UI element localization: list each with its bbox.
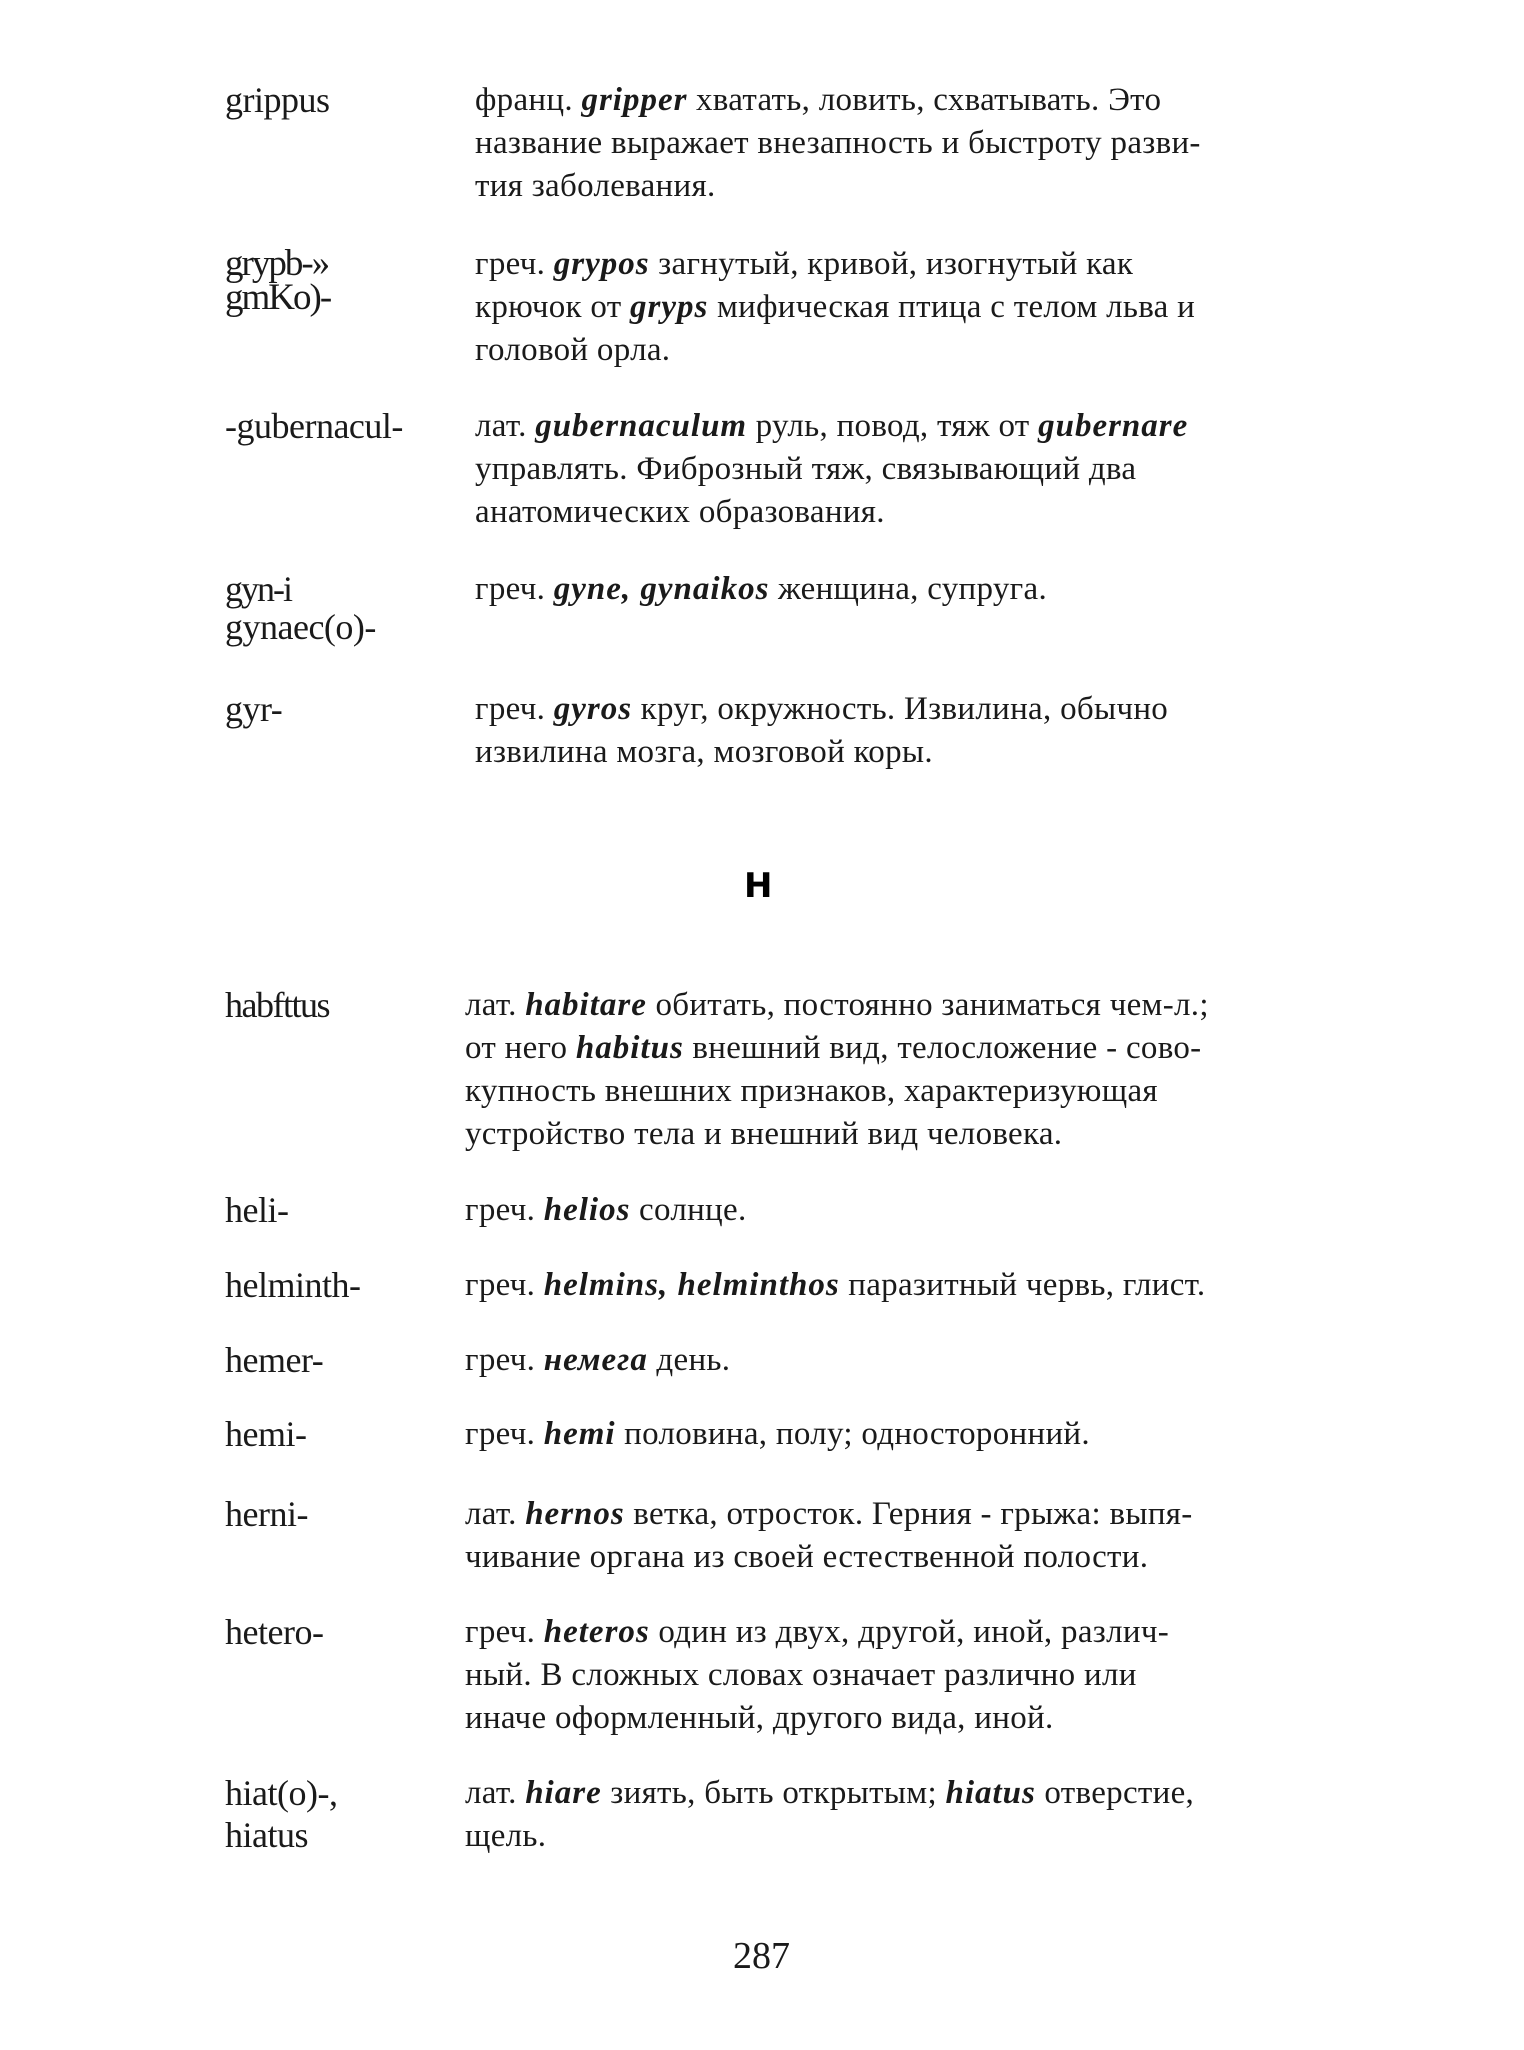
- definition-keyword: hiare: [525, 1775, 602, 1811]
- definition-keyword: heteros: [543, 1614, 650, 1650]
- definition-text: ветка, отросток. Герния - грыжа: выпя-: [624, 1496, 1193, 1532]
- definition-line: [465, 1264, 1205, 1307]
- definition-text: лат.: [465, 1496, 526, 1532]
- entry-definition: [475, 79, 1201, 208]
- definition-line: [465, 1339, 730, 1382]
- definition-line: тия заболевания.: [475, 168, 716, 204]
- definition-line: извилина мозга, мозговой коры.: [475, 734, 933, 770]
- entry-definition: [475, 688, 1168, 774]
- definition-line: чивание органа из своей естественной полости.: [465, 1539, 1149, 1575]
- entry-definition: [465, 1611, 1169, 1740]
- definition-text: руль, повод, тяж от: [747, 408, 1039, 444]
- definition-text: греч.: [475, 246, 554, 282]
- definition-text: крючок от: [475, 289, 631, 325]
- definition-line: [465, 1493, 1193, 1536]
- entry-term: habfttus: [225, 985, 329, 1025]
- definition-text: греч.: [465, 1614, 544, 1650]
- definition-line: [465, 1027, 1209, 1070]
- definition-line: [475, 243, 1195, 286]
- entry-term: herni-: [225, 1494, 308, 1534]
- definition-keyword: немега: [543, 1342, 648, 1378]
- definition-keyword: hernos: [525, 1496, 625, 1532]
- definition-text: франц.: [475, 82, 582, 118]
- definition-keyword: gryps: [630, 289, 709, 325]
- definition-line: щель.: [465, 1818, 547, 1854]
- definition-keyword: gubernaculum: [535, 408, 748, 444]
- definition-text: загнутый, кривой, изогнутый как: [649, 246, 1134, 282]
- section-letter-heading: H: [744, 866, 773, 906]
- definition-text: лат.: [465, 987, 526, 1023]
- definition-text: лат.: [465, 1775, 526, 1811]
- definition-line: название выражает внезапность и быстроту разви-: [475, 125, 1201, 161]
- definition-line: [465, 1413, 1090, 1456]
- entry-definition: [475, 568, 1047, 611]
- entry-term: heli-: [225, 1190, 289, 1230]
- entry-term: hetero-: [225, 1612, 324, 1652]
- entry-definition: [465, 1772, 1194, 1858]
- entry-term: grypb-» gmKo)-: [225, 243, 331, 318]
- definition-keyword: hiatus: [945, 1775, 1036, 1811]
- definition-text: греч.: [475, 691, 554, 727]
- definition-text: греч.: [475, 571, 554, 607]
- definition-line: [465, 1611, 1169, 1654]
- definition-text: лат.: [475, 408, 536, 444]
- entry-term: helminth-: [225, 1265, 361, 1305]
- definition-line: [475, 568, 1047, 611]
- definition-text: обитать, постоянно заниматься чем-л.;: [646, 987, 1209, 1023]
- definition-line: иначе оформленный, другого вида, иной.: [465, 1700, 1054, 1736]
- definition-keyword: habitus: [575, 1030, 684, 1066]
- definition-line: купность внешних признаков, характеризующая: [465, 1073, 1158, 1109]
- entry-term: hiat(o)-, hiatus: [225, 1773, 338, 1855]
- definition-text: круг, окружность. Извилина, обычно: [632, 691, 1169, 727]
- definition-line: [475, 286, 1195, 329]
- definition-line: [475, 79, 1201, 122]
- definition-keyword: gubernare: [1038, 408, 1189, 444]
- definition-keyword: gyne, gynaikos: [553, 571, 770, 607]
- definition-text: греч.: [465, 1267, 544, 1303]
- entry-definition: [465, 1413, 1090, 1456]
- entry-definition: [465, 1339, 730, 1382]
- definition-line: [475, 405, 1188, 448]
- entry-term: -gubernacul-: [225, 406, 403, 446]
- definition-text: греч.: [465, 1416, 544, 1452]
- definition-keyword: gyros: [553, 691, 633, 727]
- definition-text: женщина, супруга.: [769, 571, 1048, 607]
- entry-definition: [465, 1189, 747, 1232]
- definition-text: хватать, ловить, схватывать. Это: [687, 82, 1162, 118]
- entry-term: hemer-: [225, 1340, 324, 1380]
- entry-definition: [465, 1493, 1193, 1579]
- definition-line: устройство тела и внешний вид человека.: [465, 1116, 1063, 1152]
- definition-text: мифическая птица с телом льва и: [708, 289, 1196, 325]
- definition-keyword: helmins, helminthos: [543, 1267, 840, 1303]
- definition-text: от него: [465, 1030, 576, 1066]
- definition-line: [475, 688, 1168, 731]
- definition-line: анатомических образования.: [475, 494, 885, 530]
- entry-term: gyn-i gynaec(o)-: [225, 569, 376, 647]
- definition-text: половина, полу; односторонний.: [615, 1416, 1090, 1452]
- definition-text: один из двух, другой, иной, различ-: [649, 1614, 1170, 1650]
- definition-keyword: hemi: [543, 1416, 616, 1452]
- definition-line: ный. В сложных словах означает различно или: [465, 1657, 1137, 1693]
- entry-term: grippus: [225, 80, 330, 120]
- definition-keyword: habitare: [525, 987, 647, 1023]
- entry-definition: [465, 1264, 1205, 1307]
- definition-keyword: helios: [543, 1192, 631, 1228]
- entry-term: hemi-: [225, 1414, 307, 1454]
- definition-text: зиять, быть открытым;: [601, 1775, 946, 1811]
- entry-term: gyr-: [225, 689, 283, 729]
- definition-line: [465, 1189, 747, 1232]
- definition-text: внешний вид, телосложение - сово-: [683, 1030, 1202, 1066]
- definition-line: [465, 1772, 1194, 1815]
- entry-definition: [475, 243, 1195, 372]
- definition-keyword: gripper: [581, 82, 688, 118]
- definition-text: отверстие,: [1035, 1775, 1195, 1811]
- entry-definition: [465, 984, 1209, 1156]
- entry-definition: [475, 405, 1188, 534]
- definition-line: головой орла.: [475, 332, 671, 368]
- page-number: 287: [733, 1935, 790, 1977]
- definition-text: паразитный червь, глист.: [839, 1267, 1206, 1303]
- definition-text: солнце.: [630, 1192, 747, 1228]
- definition-line: управлять. Фиброзный тяж, связывающий два: [475, 451, 1137, 487]
- definition-text: греч.: [465, 1192, 544, 1228]
- definition-text: греч.: [465, 1342, 544, 1378]
- definition-line: [465, 984, 1209, 1027]
- definition-text: день.: [647, 1342, 731, 1378]
- definition-keyword: grypos: [553, 246, 650, 282]
